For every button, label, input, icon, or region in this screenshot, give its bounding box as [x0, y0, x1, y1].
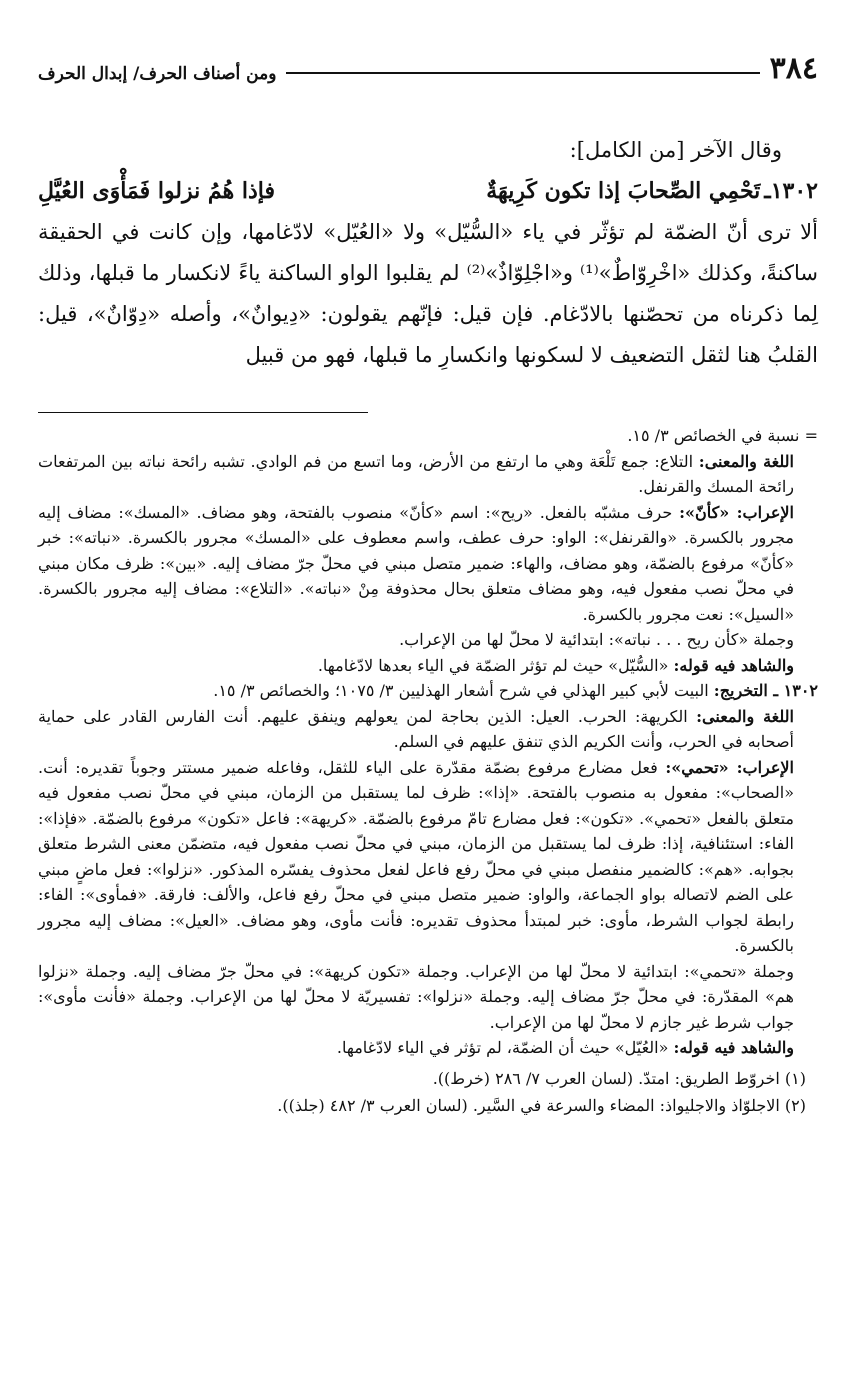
- verse-hemistich-2: فإذا هُمُ نزلوا فَمَأْوَى العُيَّلِ: [38, 178, 275, 204]
- note-label: الإعراب: «كأنّ»:: [679, 502, 794, 522]
- page-header: [38, 40, 818, 84]
- note-label: والشاهد فيه قوله:: [673, 655, 794, 675]
- verse-line: [38, 171, 818, 212]
- main-paragraph: ألا ترى أنّ الضمّة لم تؤثّر في ياء «السُّيّل» ولا «العُيّل» لادّغامها، وإن كانت في الحقيقة ساكنةً، وكذلك «اخْرِوّاطٌ»⁽¹⁾ و«اجْلِوّاذٌ»⁽²⁾ لم يقلبوا الواو الساكنة ياءً لانكسار ما قبلها، وذلك لِما ذكرناه من تحصّنها بالادّغام. فإن قيل: فإنّهم يقولون: «دِيوانٌ»، وأصله «دِوّانٌ»، قيل: القلبُ هنا لثقل التضعيف لا لسكونها وانكسارِ ما قبلها، فهو من قبيل: [38, 220, 818, 367]
- note-language-meaning: [38, 449, 818, 500]
- intro-line: وقال الآخر [من الكامل]:: [569, 138, 782, 162]
- note-label: الإعراب: «تحمي»:: [665, 757, 795, 777]
- note-text: فعل مضارع مرفوع بضمّة مقدّرة على الياء للثقل، وفاعله ضمير مستتر وجوباً تقديره: أنت. «الصحاب»: مفعول به منصوب بالفتحة. «إذا»: ظرف لما يستقبل من الزمان، مبني في محلّ نصب مفعول فيه متعلق بالفعل «تحمي». «تكون»: فعل مضارع تامّ مرفوع بالضمّة. «كريهة»: فاعل «تكون» مرفوع بالضمّة. «فإذا»: الفاء: استئنافية، إذا: ظرف لما يستقبل من الزمان، مبني في محلّ نصب مفعول فيه، متضمّن معنى الشرط متعلق بجوابه. «هم»: كالضمير منفصل مبني في محلّ رفع فاعل لفعل محذوف يفسّره المذكور. «نزلوا»: فعل ماضٍ مبني على الضم لاتصاله بواو الجماعة، والواو: ضمير متصل مبني في محلّ رفع فاعل، والألف: فارقة. «فمأوى»: الفاء: رابطة لجواب الشرط، مأوى: خبر لمبتدأ محذوف تقديره: فأنت مأوى، وهو مضاف. «العيل»: مضاف إليه مجرور بالكسرة.: [38, 757, 795, 955]
- note-label: ١٣٠٢ ـ التخريج:: [713, 681, 818, 700]
- page-number: ٣٨٤: [769, 51, 818, 86]
- verse-number: ١٣٠٢ـ: [764, 178, 818, 204]
- note-label: اللغة والمعنى:: [696, 706, 794, 726]
- notes-section: [38, 423, 818, 1061]
- running-title: ومن أصناف الحرف/ إبدال الحرف: [38, 64, 277, 84]
- footnote-divider: [38, 412, 368, 413]
- note-sentences-2: وجملة «تحمي»: ابتدائية لا محلّ لها من الإعراب. وجملة «تكون كريهة»: في محلّ جرّ مضاف إليه. وجملة «نزلوا هم» المقدّرة: في محلّ جرّ مضاف إليه. وجملة «نزلوا»: تفسيريّة لا محلّ لها من الإعراب. وجملة «فأنت مأوى»: جواب شرط غير جازم لا محلّ لها من الإعراب.: [38, 961, 794, 1032]
- book-page: [38, 40, 818, 1119]
- note-language-meaning-2: [38, 704, 818, 755]
- note-sentence: وجملة «كأن ريح . . . نباته»: ابتدائية لا محلّ لها من الإعراب.: [399, 630, 794, 649]
- note-parsing: [38, 500, 818, 628]
- footnote-1: (١) اخروّط الطريق: امتدّ. (لسان العرب ٧/ ٢٨٦ (خرط)).: [432, 1068, 806, 1088]
- note-text: التلاع: جمع تَلْعَة وهي ما ارتفع من الأرض، وما اتسع من فم الوادي. تشبه رائحة نباته بين المرتفعات رائحة المسك والقرنفل.: [38, 451, 794, 496]
- verse-hemistich-1: تَحْمِي الصِّحابَ إذا تكون كَرِيهَةٌ: [486, 178, 761, 204]
- footnote-2: (٢) الاجلوّاذ والاجليواذ: المضاء والسرعة في السَّير. (لسان العرب ٣/ ٤٨٢ (جلذ)).: [277, 1095, 806, 1115]
- main-text: [38, 130, 818, 376]
- note-text: «السُّيّل» حيث لم تؤثر الضمّة في الياء بعدها لادّغامها.: [317, 655, 674, 675]
- note-parsing-2: [38, 755, 818, 959]
- note-text: حرف مشبّه بالفعل. «ريح»: اسم «كأنّ» منصوب بالفتحة، وهو مضاف. «المسك»: مضاف إليه مجرور بالكسرة. «والقرنفل»: الواو: حرف عطف، واسم معطوف على «المسك» مجرور بالكسرة. «نباته»: خبر «كأنّ» مرفوع بالضمّة، وهو مضاف، والهاء: ضمير متصل مبني في محلّ جرّ مضاف إليه. «بين»: ظرف مكان مبني في محلّ نصب مفعول فيه، وهو مضاف متعلق بحال محذوفة مِنْ «نباته». «التلاع»: مضاف إليه مجرور بالكسرة. «السيل»: نعت مجرور بالكسرة.: [38, 502, 794, 624]
- note-takhrij: [38, 678, 818, 704]
- note-label: والشاهد فيه قوله:: [673, 1038, 794, 1057]
- note-source: = نسبة في الخصائص ٣/ ١٥.: [627, 426, 818, 445]
- note-text: «العُيّل» حيث أن الضمّة، لم تؤثر في الياء لادّغامها.: [336, 1038, 674, 1057]
- note-label: اللغة والمعنى:: [698, 451, 794, 471]
- note-evidence-2: [38, 1035, 818, 1061]
- note-text: البيت لأبي كبير الهذلي في شرح أشعار الهذليين ٣/ ١٠٧٥؛ والخصائص ٣/ ١٥.: [213, 681, 714, 700]
- header-rule: [286, 72, 759, 74]
- footnotes: [38, 1065, 818, 1119]
- note-text: الكريهة: الحرب. العيل: الذين بحاجة لمن يعولهم وينفق عليهم. أنت الفارس القادر على حماية أصحابه في الحرب، وأنت الكريم الذي تنفق عليهم في السلم.: [38, 706, 794, 751]
- note-evidence: [38, 653, 818, 679]
